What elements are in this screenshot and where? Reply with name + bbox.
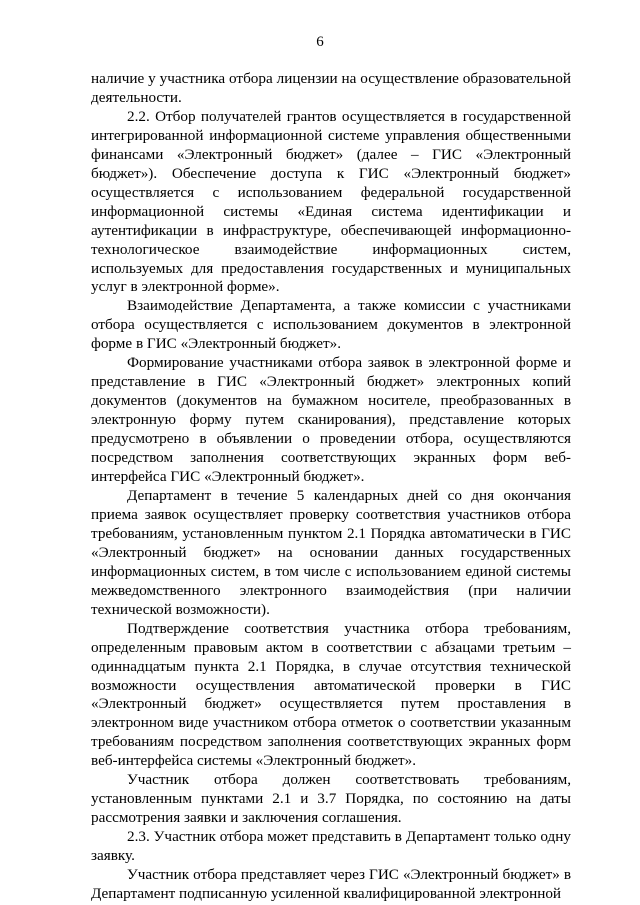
paragraph-department-check: Департамент в течение 5 календарных дней со дня окончания приема заявок осуществляет проверку соответствия участников отбора требованиям, установленным пунктом 2.1 Порядка автоматически в ГИС «Электронный бюджет» на основании данных государственных информационных систем, в том числе с использованием единой системы межведомственного электронного взаимодействия (при наличии технической возможности). xyxy=(91,486,571,618)
paragraph-application-forming: Формирование участниками отбора заявок в электронной форме и представление в ГИС «Электронный бюджет» электронных копий документов (документов на бумажном носителе, преобразованных в электронную форму путем сканирования), представление которых предусмотрено в объявлении о проведении отбора, осуществляются посредством заполнения соответствующих экранных форм веб-интерфейса ГИС «Электронный бюджет». xyxy=(91,354,571,486)
paragraph-participant-requirements: Участник отбора должен соответствовать требованиям, установленным пунктами 2.1 и 3.7 Порядка, по состоянию на даты рассмотрения заявки и заключения соглашения. xyxy=(91,771,571,827)
paragraph-license-continuation: наличие у участника отбора лицензии на осуществление образовательной деятельности. xyxy=(91,70,571,106)
document-body xyxy=(91,70,571,904)
paragraph-submission-via-gis: Участник отбора представляет через ГИС «Электронный бюджет» в Департамент подписанную усиленной квалифицированной электронной xyxy=(91,866,571,902)
paragraph-2-2-selection-in-gis: 2.2. Отбор получателей грантов осуществляется в государственной интегрированной информационной системе управления общественными финансами «Электронный бюджет» (далее – ГИС «Электронный бюджет»). Обеспечение доступа к ГИС «Электронный бюджет» осуществляется с использованием федеральной государственной информационной системы «Единая система идентификации и аутентификации в инфраструктуре, обеспечивающей информационно-технологическое взаимодействие информационных систем, используемых для предоставления государственных и муниципальных услуг в электронной форме». xyxy=(91,107,571,296)
paragraph-2-3-single-application: 2.3. Участник отбора может представить в Департамент только одну заявку. xyxy=(91,828,571,865)
paragraph-compliance-confirmation: Подтверждение соответствия участника отбора требованиям, определенным правовым актом в соответствии с абзацами третьим – одиннадцатым пункта 2.1 Порядка, в случае отсутствия технической возможности осуществления автоматической проверки в ГИС «Электронный бюджет» осуществляется путем проставления в электронном виде участником отбора отметок о соответствии указанным требованиям посредством заполнения соответствующих экранных форм веб-интерфейса системы «Электронный бюджет». xyxy=(91,619,571,770)
paragraph-department-interaction: Взаимодействие Департамента, а также комиссии с участниками отбора осуществляется с использованием документов в электронной форме в ГИС «Электронный бюджет». xyxy=(91,297,571,353)
page-number: 6 xyxy=(316,34,324,50)
